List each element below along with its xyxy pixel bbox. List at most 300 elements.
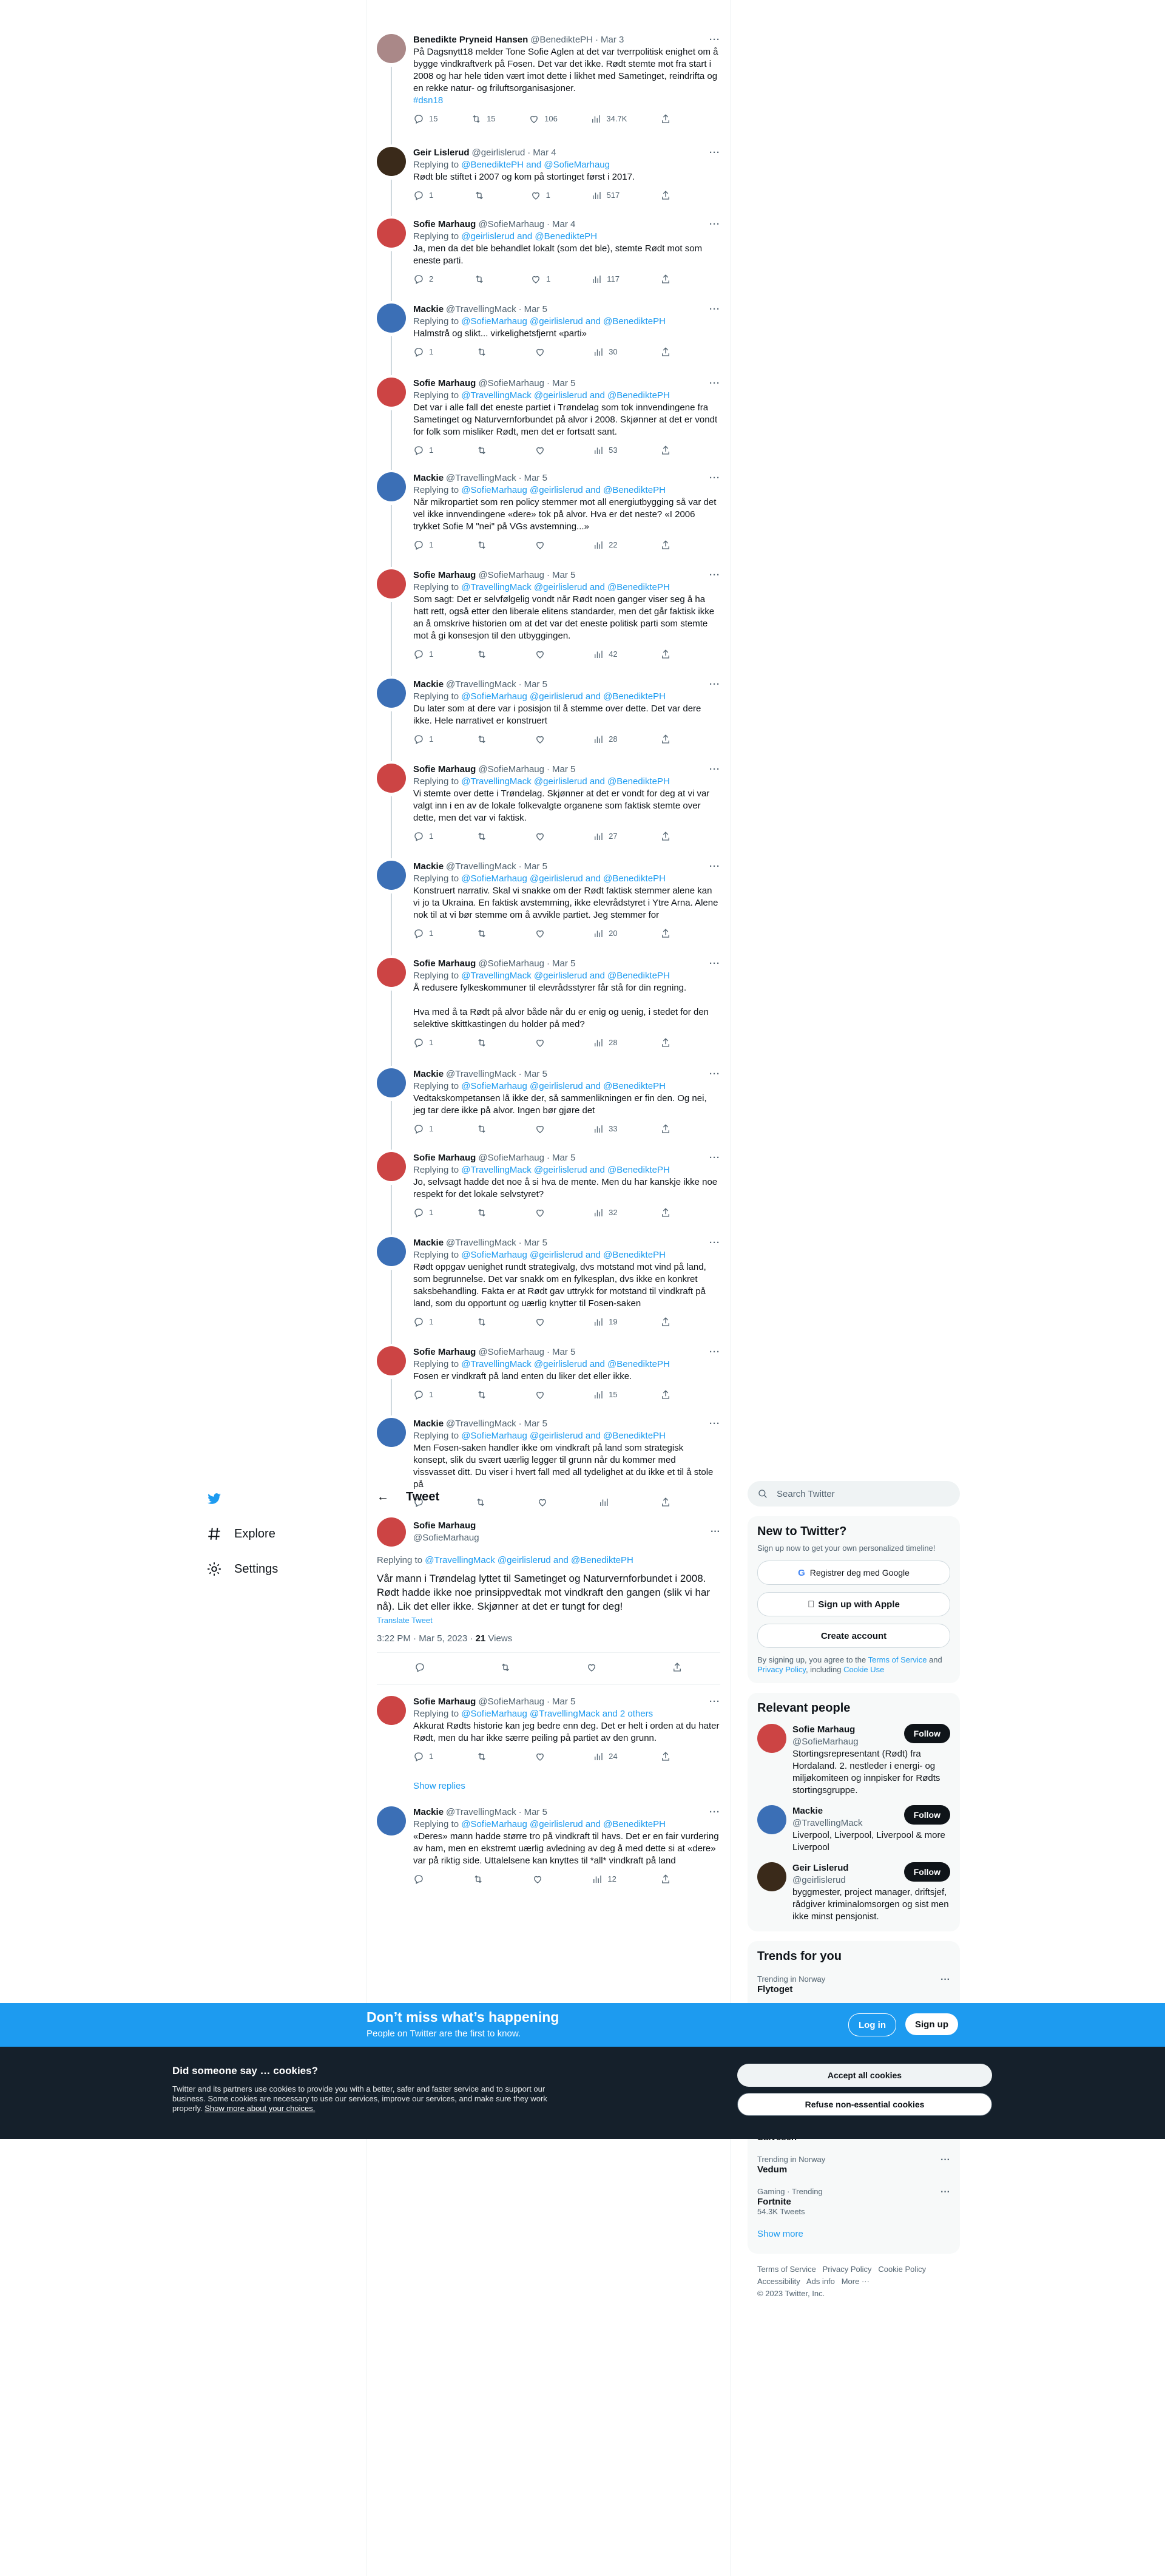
mention-link[interactable]: @SofieMarhaug @geirlislerud and @BenediktePH	[461, 316, 666, 327]
back-arrow-icon[interactable]: ←	[377, 1490, 389, 1503]
share-button[interactable]	[660, 113, 671, 125]
reply-button[interactable]	[413, 1389, 433, 1401]
tweet[interactable]	[367, 1152, 730, 1219]
tweet[interactable]	[367, 1346, 730, 1401]
retweet-button[interactable]	[476, 733, 492, 745]
tweet[interactable]	[367, 303, 730, 358]
retweet-button[interactable]	[476, 648, 492, 660]
avatar[interactable]	[377, 1418, 406, 1447]
more-icon[interactable]: ···	[709, 679, 720, 690]
more-icon[interactable]: ···	[709, 1696, 720, 1707]
more-icon[interactable]: ···	[940, 2155, 950, 2165]
reply-button[interactable]	[413, 1123, 433, 1135]
tweet[interactable]	[367, 1237, 730, 1328]
author-handle[interactable]: @TravellingMack	[446, 861, 516, 872]
more-icon[interactable]: ···	[709, 304, 720, 314]
retweet-button[interactable]	[476, 539, 492, 551]
trend-category: Trending in Norway	[757, 1974, 826, 1984]
like-button[interactable]	[535, 444, 550, 456]
login-button[interactable]: Log in	[848, 2013, 896, 2036]
like-button[interactable]	[535, 1751, 550, 1763]
tweet[interactable]	[367, 861, 730, 940]
views-button[interactable]	[593, 648, 617, 660]
retweet-button[interactable]	[471, 113, 495, 125]
share-button[interactable]	[660, 1037, 671, 1049]
search-input[interactable]: Search Twitter	[777, 1488, 835, 1499]
accept-cookies-button[interactable]: Accept all cookies	[737, 2064, 992, 2087]
like-button[interactable]	[535, 1123, 550, 1135]
mention-link[interactable]: @SofieMarhaug @geirlislerud and @BenediktePH	[461, 873, 666, 884]
tweet-date[interactable]: Mar 5	[524, 304, 547, 314]
author-handle[interactable]: @SofieMarhaug	[478, 1347, 544, 1357]
reply-count: 15	[429, 114, 438, 123]
avatar[interactable]	[377, 1237, 406, 1266]
views-count: 28	[609, 734, 618, 744]
author-name[interactable]: Mackie	[413, 1238, 444, 1248]
tweet-date[interactable]: Mar 4	[552, 219, 576, 229]
apple-signup-button[interactable]	[757, 1592, 950, 1616]
like-button[interactable]	[530, 189, 550, 202]
tweet-date[interactable]: Mar 5	[524, 861, 547, 872]
more-icon[interactable]: ···	[709, 1238, 720, 1248]
share-button[interactable]	[660, 1751, 671, 1763]
tweet-date[interactable]: Mar 5	[524, 1418, 547, 1429]
like-button[interactable]	[535, 346, 550, 358]
create-account-button[interactable]	[757, 1624, 950, 1648]
mention-link[interactable]: @TravellingMack @geirlislerud and @BenediktePH	[461, 582, 670, 592]
google-signup-button[interactable]	[757, 1561, 950, 1585]
author-name[interactable]: Mackie	[413, 861, 444, 872]
like-button[interactable]	[535, 733, 550, 745]
views-button[interactable]	[593, 444, 617, 456]
show-replies-link[interactable]: Show replies	[413, 1781, 465, 1791]
more-icon[interactable]: ···	[709, 1347, 720, 1357]
reply-button[interactable]	[413, 830, 433, 842]
avatar[interactable]	[377, 1806, 406, 1835]
like-button[interactable]	[586, 1662, 597, 1676]
mention-link[interactable]: @SofieMarhaug @geirlislerud and @BenediktePH	[461, 1081, 666, 1091]
share-button[interactable]	[660, 1207, 671, 1219]
more-icon[interactable]: ···	[709, 1807, 720, 1817]
more-icon[interactable]: ···	[709, 764, 720, 774]
mention-link[interactable]: @SofieMarhaug @geirlislerud and @BenediktePH	[461, 691, 666, 702]
retweet-button[interactable]	[476, 1751, 492, 1763]
avatar[interactable]	[377, 147, 406, 176]
mention-link[interactable]: @SofieMarhaug @TravellingMack and 2 others	[461, 1709, 653, 1719]
like-icon	[535, 445, 545, 456]
share-button[interactable]	[660, 927, 671, 940]
cookie-choices-link[interactable]: Show more about your choices.	[204, 2104, 316, 2113]
share-button[interactable]	[660, 539, 671, 551]
tweet-text: Det var i alle fall det eneste partiet i Trøndelag som tok innvendingene fra Sametinget og Naturvernforbundet på alvor i 2008. Skjønner at det er vondt for folk som misliker Rødt, men det er fortsatt sant.	[413, 402, 718, 437]
author-handle[interactable]: @TravellingMack	[446, 304, 516, 314]
avatar[interactable]	[377, 303, 406, 333]
thread-connector	[391, 1185, 392, 1235]
person-item[interactable]	[757, 1862, 950, 1923]
views-button[interactable]	[593, 1207, 617, 1219]
tweet-date[interactable]: Mar 5	[552, 570, 576, 580]
retweet-button[interactable]	[476, 346, 492, 358]
share-button[interactable]	[660, 830, 671, 842]
author-name[interactable]: Mackie	[413, 679, 444, 690]
show-more-trends[interactable]: Show more	[757, 2229, 803, 2239]
views-button[interactable]	[591, 189, 620, 202]
signup-button[interactable]: Sign up	[905, 2013, 958, 2035]
views-button[interactable]	[592, 1873, 616, 1885]
author-name[interactable]: Mackie	[413, 1807, 444, 1817]
tweet-date[interactable]: Mar 5	[524, 1807, 547, 1817]
tweet-date[interactable]: Mar 5	[524, 473, 547, 483]
footer-line-2[interactable]: Accessibility Ads info More ···	[757, 2277, 870, 2286]
author-name[interactable]: Sofie Marhaug	[413, 378, 476, 388]
author-handle[interactable]: @SofieMarhaug	[478, 378, 544, 388]
person-item[interactable]	[757, 1805, 950, 1854]
avatar[interactable]	[377, 958, 406, 987]
tweet-date[interactable]: Mar 3	[601, 35, 624, 45]
follow-button[interactable]: Follow	[904, 1724, 950, 1743]
avatar[interactable]	[377, 378, 406, 407]
author-handle[interactable]: @SofieMarhaug	[478, 958, 544, 969]
more-icon[interactable]: ···	[709, 35, 720, 45]
reply-button[interactable]	[413, 1873, 429, 1885]
replying-to	[377, 1555, 720, 1565]
reply-count: 1	[429, 832, 434, 841]
tweet-date[interactable]: Mar 5	[552, 1347, 576, 1357]
separator-dot: ·	[546, 219, 550, 229]
replying-to: Replying to @TravellingMack @geirlislerud and @BenediktePH	[413, 1165, 670, 1175]
share-button[interactable]	[660, 444, 671, 456]
author-handle[interactable]: @BenediktePH	[530, 35, 593, 45]
new-to-twitter-title: New to Twitter?	[757, 1525, 847, 1538]
trend-item[interactable]	[757, 2181, 950, 2223]
author-name[interactable]: Benedikte Pryneid Hansen	[413, 35, 528, 45]
more-icon[interactable]: ···	[709, 958, 720, 969]
like-icon	[535, 347, 545, 358]
retweet-button[interactable]	[476, 1207, 492, 1219]
reply-icon	[414, 1662, 425, 1673]
avatar[interactable]	[377, 1517, 406, 1547]
tweet-date[interactable]: Mar 5	[552, 1696, 576, 1707]
mention-link[interactable]: @TravellingMack @geirlislerud and @BenediktePH	[461, 1165, 670, 1175]
person-item[interactable]	[757, 1724, 950, 1797]
nav-settings[interactable]	[206, 1551, 328, 1587]
tweet[interactable]	[367, 1696, 730, 1763]
terms-link[interactable]: Terms of Service	[868, 1655, 927, 1664]
views-button[interactable]	[593, 1316, 617, 1328]
author-handle[interactable]: @SofieMarhaug	[478, 764, 544, 774]
more-icon[interactable]: ···	[940, 2187, 950, 2197]
reply-count: 1	[429, 1752, 434, 1761]
like-button[interactable]	[535, 1389, 550, 1401]
author-handle[interactable]: @SofieMarhaug	[478, 570, 544, 580]
retweet-button[interactable]	[500, 1662, 511, 1676]
person-handle[interactable]: @geirlislerud	[792, 1875, 846, 1885]
legal-text: By signing up, you agree to the	[757, 1655, 866, 1664]
more-icon[interactable]: ···	[709, 1153, 720, 1163]
reply-icon	[413, 445, 424, 456]
like-button[interactable]	[528, 113, 558, 125]
more-icon[interactable]: ···	[709, 570, 720, 580]
more-icon[interactable]: ···	[709, 861, 720, 872]
views-button[interactable]	[593, 1389, 617, 1401]
author-name[interactable]: Geir Lislerud	[413, 147, 470, 158]
like-button[interactable]	[530, 273, 550, 285]
separator-dot: ·	[518, 1238, 522, 1248]
author-name[interactable]: Sofie Marhaug	[413, 1696, 476, 1707]
author-name[interactable]: Sofie Marhaug	[413, 958, 476, 969]
tweet[interactable]	[367, 569, 730, 660]
replying-to: Replying to @SofieMarhaug @TravellingMack and 2 others	[413, 1709, 653, 1719]
views-button[interactable]	[591, 273, 620, 285]
author-name[interactable]: Sofie Marhaug	[413, 764, 476, 774]
apple-icon	[808, 1599, 814, 1610]
retweet-button[interactable]	[476, 444, 492, 456]
share-icon	[660, 445, 671, 456]
reply-button[interactable]	[413, 189, 433, 202]
share-button[interactable]	[660, 1316, 671, 1328]
translate-link[interactable]: Translate Tweet	[377, 1616, 433, 1625]
author-handle[interactable]: @TravellingMack	[446, 1069, 516, 1079]
tweet-date[interactable]: Mar 5	[552, 378, 576, 388]
tweet-date[interactable]: Mar 5	[524, 679, 547, 690]
retweet-button[interactable]	[474, 189, 490, 202]
retweet-button[interactable]	[476, 927, 492, 940]
tweet-date[interactable]: Mar 5	[552, 764, 576, 774]
author-handle[interactable]: @TravellingMack	[446, 1418, 516, 1429]
author-handle[interactable]: @TravellingMack	[446, 679, 516, 690]
tweet[interactable]	[367, 472, 730, 551]
views-button[interactable]	[593, 733, 617, 745]
share-button[interactable]	[660, 1389, 671, 1401]
mention-link[interactable]: @TravellingMack @geirlislerud and @BenediktePH	[425, 1555, 633, 1565]
reply-button[interactable]	[413, 273, 433, 285]
avatar[interactable]	[377, 219, 406, 248]
tweet[interactable]	[367, 1806, 730, 1885]
reply-button[interactable]	[413, 1207, 433, 1219]
like-button[interactable]	[535, 1207, 550, 1219]
tweet-date[interactable]: Mar 5	[552, 1153, 576, 1163]
hashtag-link[interactable]: #dsn18	[413, 95, 444, 106]
more-icon[interactable]: ···	[709, 1069, 720, 1079]
author-handle[interactable]: @TravellingMack	[446, 473, 516, 483]
mention-link[interactable]: @TravellingMack @geirlislerud and @BenediktePH	[461, 390, 670, 401]
author-handle[interactable]: @SofieMarhaug	[478, 1153, 544, 1163]
tweet[interactable]	[367, 34, 730, 125]
views-button[interactable]	[593, 1123, 617, 1135]
author-name[interactable]: Sofie Marhaug	[413, 1347, 476, 1357]
views-button[interactable]	[593, 927, 617, 940]
more-icon[interactable]: ···	[709, 1418, 720, 1429]
mention-link[interactable]: @SofieMarhaug @geirlislerud and @BenediktePH	[461, 485, 666, 495]
cookie-use-link[interactable]: Cookie Use	[843, 1665, 885, 1674]
reply-button[interactable]	[413, 346, 433, 358]
tweet-date[interactable]: Mar 5	[524, 1069, 547, 1079]
mention-link[interactable]: @SofieMarhaug @geirlislerud and @BenediktePH	[461, 1431, 666, 1441]
avatar[interactable]	[377, 569, 406, 598]
views-button[interactable]	[593, 1751, 617, 1763]
tweet[interactable]	[367, 958, 730, 1049]
tweet[interactable]	[367, 764, 730, 842]
tweet-text: Akkurat Rødts historie kan jeg bedre enn deg. Det er helt i orden at du hater Rødt, men du har ikke særre peiling på partiet av den grunn.	[413, 1721, 720, 1743]
retweet-icon	[476, 1389, 487, 1400]
avatar[interactable]	[377, 1068, 406, 1097]
share-icon	[660, 1207, 671, 1218]
mention-link[interactable]: @SofieMarhaug @geirlislerud and @BenediktePH	[461, 1250, 666, 1260]
views-button[interactable]	[593, 346, 617, 358]
share-icon	[660, 1389, 671, 1400]
trend-category: Trending in Norway	[757, 2155, 826, 2164]
mention-link[interactable]: @BenediktePH and @SofieMarhaug	[461, 160, 610, 170]
avatar[interactable]	[377, 764, 406, 793]
tweet-date[interactable]: Mar 5	[524, 1238, 547, 1248]
tweet[interactable]	[367, 1068, 730, 1135]
views-button[interactable]	[593, 830, 617, 842]
avatar[interactable]	[377, 679, 406, 708]
more-icon[interactable]: ···	[709, 219, 720, 229]
tweet[interactable]	[367, 147, 730, 202]
like-button[interactable]	[535, 539, 550, 551]
retweet-button[interactable]	[476, 1123, 492, 1135]
avatar[interactable]	[757, 1862, 786, 1891]
author-name[interactable]: Sofie Marhaug	[413, 219, 476, 229]
mention-link[interactable]: @geirlislerud and @BenediktePH	[461, 231, 598, 242]
person-name[interactable]: Mackie	[792, 1806, 823, 1816]
author-handle[interactable]: @geirlislerud	[471, 147, 525, 158]
author-name[interactable]: Sofie Marhaug	[413, 1153, 476, 1163]
author-name[interactable]: Mackie	[413, 1418, 444, 1429]
share-button[interactable]	[660, 1873, 671, 1885]
mention-link[interactable]: @SofieMarhaug @geirlislerud and @BenediktePH	[461, 1819, 666, 1829]
author-handle[interactable]: @SofieMarhaug	[413, 1533, 479, 1543]
tweet[interactable]	[367, 378, 730, 456]
footer-line-1[interactable]: Terms of Service Privacy Policy Cookie Policy	[757, 2265, 927, 2274]
share-button[interactable]	[660, 1123, 671, 1135]
views-button[interactable]	[593, 539, 617, 551]
replying-to: Replying to @SofieMarhaug @geirlislerud and @BenediktePH	[413, 1431, 666, 1441]
share-button[interactable]	[660, 273, 671, 285]
reply-button[interactable]	[413, 539, 433, 551]
reply-button[interactable]	[413, 444, 433, 456]
avatar[interactable]	[377, 1152, 406, 1181]
tweet-timestamp[interactable]: 3:22 PM · Mar 5, 2023	[377, 1633, 468, 1644]
like-count: 1	[545, 191, 550, 200]
follow-button[interactable]: Follow	[904, 1805, 950, 1825]
retweet-button[interactable]	[476, 830, 492, 842]
tweet-date[interactable]: Mar 5	[552, 958, 576, 969]
more-icon[interactable]: ···	[709, 147, 720, 158]
signup-banner	[0, 2003, 1165, 2047]
author-handle[interactable]: @TravellingMack	[446, 1807, 516, 1817]
retweet-button[interactable]	[473, 1873, 488, 1885]
trend-item[interactable]	[757, 1968, 950, 2001]
reply-button[interactable]	[413, 1751, 433, 1763]
views-button[interactable]	[593, 1037, 617, 1049]
avatar[interactable]	[377, 34, 406, 63]
retweet-button[interactable]	[476, 1316, 492, 1328]
mention-link[interactable]: @TravellingMack @geirlislerud and @BenediktePH	[461, 776, 670, 787]
like-button[interactable]	[535, 830, 550, 842]
like-button[interactable]	[535, 648, 550, 660]
avatar[interactable]	[377, 1696, 406, 1725]
nav-settings-label: Settings	[234, 1562, 279, 1576]
retweet-button[interactable]	[476, 1389, 492, 1401]
google-signup-label: Registrer deg med Google	[809, 1568, 910, 1578]
more-icon[interactable]: ···	[709, 378, 720, 388]
share-button[interactable]	[672, 1662, 683, 1676]
more-icon[interactable]: ···	[709, 473, 720, 483]
tweet-text: Vedtakskompetansen lå ikke der, så sammenlikningen er fin den. Og nei, jeg tar dere ikke på alvor. Ingen bør gjøre det	[413, 1093, 707, 1116]
nav-explore[interactable]	[206, 1516, 328, 1551]
author-handle[interactable]: @SofieMarhaug	[478, 1696, 544, 1707]
share-button[interactable]	[660, 733, 671, 745]
privacy-link[interactable]: Privacy Policy	[757, 1665, 806, 1674]
like-button[interactable]	[532, 1873, 548, 1885]
tweet[interactable]	[367, 219, 730, 285]
avatar[interactable]	[757, 1724, 786, 1753]
reply-button[interactable]	[414, 1662, 425, 1676]
like-button[interactable]	[535, 927, 550, 940]
replying-to: Replying to @SofieMarhaug @geirlislerud and @BenediktePH	[413, 1250, 666, 1260]
avatar[interactable]	[377, 1346, 406, 1375]
avatar[interactable]	[757, 1805, 786, 1834]
person-handle[interactable]: @TravellingMack	[792, 1818, 863, 1828]
search-box[interactable]	[748, 1481, 960, 1507]
share-button[interactable]	[660, 648, 671, 660]
twitter-logo[interactable]	[206, 1481, 328, 1516]
share-button[interactable]	[660, 346, 671, 358]
reply-button[interactable]	[413, 648, 433, 660]
tweet[interactable]	[367, 679, 730, 745]
more-icon[interactable]: ···	[711, 1527, 720, 1537]
retweet-button[interactable]	[474, 273, 490, 285]
tweet-date[interactable]: Mar 4	[533, 147, 556, 158]
views-label: Views	[488, 1633, 513, 1644]
author-name[interactable]: Sofie Marhaug	[413, 570, 476, 580]
avatar[interactable]	[377, 472, 406, 501]
views-button[interactable]	[590, 113, 627, 125]
tweet-text: Rødt ble stiftet i 2007 og kom på stortinget først i 2017.	[413, 172, 635, 182]
author-handle[interactable]: @TravellingMack	[446, 1238, 516, 1248]
author-name[interactable]: Mackie	[413, 473, 444, 483]
author-handle[interactable]: @SofieMarhaug	[478, 219, 544, 229]
replying-to: Replying to @geirlislerud and @BenediktePH	[413, 231, 598, 242]
views-icon	[593, 928, 604, 939]
author-name[interactable]: Sofie Marhaug	[413, 1520, 476, 1531]
trend-item[interactable]	[757, 2149, 950, 2181]
author-name[interactable]: Mackie	[413, 1069, 444, 1079]
mention-link[interactable]: @TravellingMack @geirlislerud and @BenediktePH	[461, 1359, 670, 1369]
reply-button[interactable]	[413, 927, 433, 940]
like-button[interactable]	[535, 1316, 550, 1328]
like-button[interactable]	[535, 1037, 550, 1049]
person-name[interactable]: Sofie Marhaug	[792, 1724, 856, 1735]
avatar[interactable]	[377, 861, 406, 890]
reply-button[interactable]	[413, 1316, 433, 1328]
reply-button[interactable]	[413, 1037, 433, 1049]
refuse-cookies-button[interactable]: Refuse non-essential cookies	[737, 2093, 992, 2116]
person-handle[interactable]: @SofieMarhaug	[792, 1737, 859, 1747]
reply-button[interactable]	[413, 113, 437, 125]
author-name[interactable]: Mackie	[413, 304, 444, 314]
person-name[interactable]: Geir Lislerud	[792, 1863, 849, 1873]
share-button[interactable]	[660, 189, 671, 202]
follow-button[interactable]: Follow	[904, 1862, 950, 1882]
retweet-button[interactable]	[476, 1037, 492, 1049]
mention-link[interactable]: @TravellingMack @geirlislerud and @BenediktePH	[461, 971, 670, 981]
reply-button[interactable]	[413, 733, 433, 745]
separator-dot: ·	[518, 1418, 522, 1429]
more-icon[interactable]: ···	[940, 1974, 950, 1985]
